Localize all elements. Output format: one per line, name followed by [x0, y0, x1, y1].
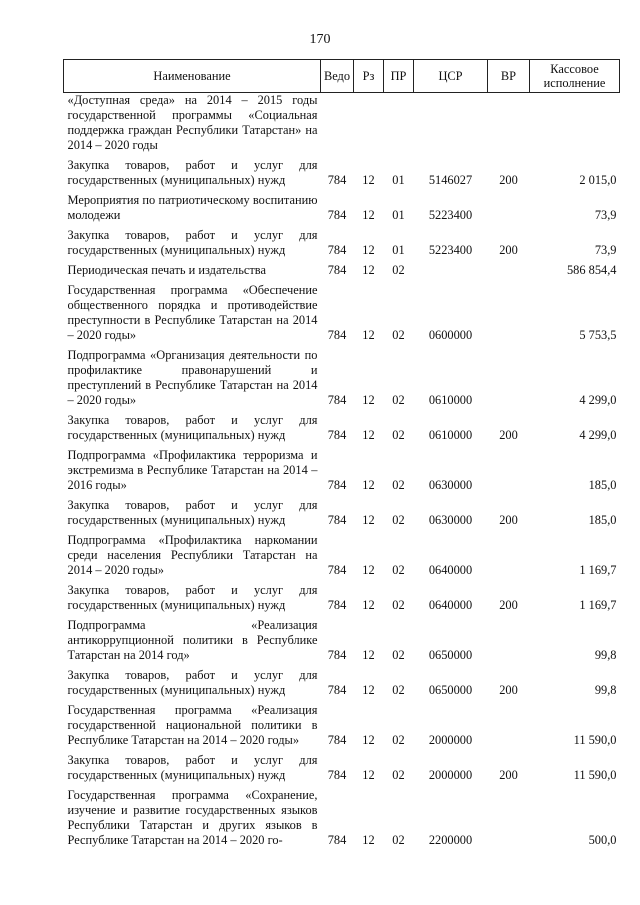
- cell-pr: [384, 93, 414, 159]
- table-row: [64, 283, 620, 348]
- cell-rz: 12: [362, 833, 375, 847]
- cell-rz: 12: [362, 733, 375, 747]
- table-row: [64, 583, 620, 618]
- cell-rz: 12: [362, 478, 375, 492]
- cell-name: Закупка товаров, работ и услуг для государственных (муниципальных) нужд: [67, 583, 318, 612]
- cell-name: Закупка товаров, работ и услуг для государственных (муниципальных) нужд: [67, 668, 318, 697]
- cell-csr: [414, 93, 488, 159]
- cell-pr: 02: [392, 648, 405, 662]
- cell-name: Государственная программа «Сохранение, изучение и развитие государственных языков Республики Татарстан и других языков в Республике Татарстан на 2014 – 2020 го-: [67, 788, 318, 847]
- cell-rz: 12: [362, 513, 375, 527]
- cell-name: Закупка товаров, работ и услуг для государственных (муниципальных) нужд: [67, 498, 318, 527]
- cell-name: Подпрограмма «Профилактика терроризма и экстремизма в Республике Татарстан на 2014 – 2016 годы»: [67, 448, 318, 492]
- cell-rz: 12: [362, 208, 375, 222]
- cell-pr: 02: [392, 428, 405, 442]
- cell-rz: 12: [362, 393, 375, 407]
- cell-rz: [354, 93, 384, 159]
- cell-name: Мероприятия по патриотическому воспитанию молодежи: [67, 193, 318, 222]
- cell-name: Подпрограмма «Профилактика наркомании среди населения Республики Татарстан на 2014 – 2020 годы»: [67, 533, 318, 577]
- cell-amount: 5 753,5: [579, 328, 617, 342]
- cell-amount: 99,8: [594, 683, 617, 697]
- cell-name: Подпрограмма «Реализация антикоррупционной политики в Республике Татарстан на 2014 год»: [67, 618, 318, 662]
- cell-name: Государственная программа «Реализация государственной национальной политики в Республике Татарстан на 2014 – 2020 годы»: [67, 703, 318, 747]
- cell-pr: 02: [392, 478, 405, 492]
- cell-name: Подпрограмма «Организация деятельности по профилактике правонарушений и преступлений в Республике Татарстан на 2014 – 2020 годы»: [67, 348, 318, 407]
- cell-vr: 200: [499, 598, 518, 612]
- cell-csr: 0600000: [428, 328, 473, 342]
- cell-amount: 185,0: [588, 513, 617, 527]
- cell-amount: 11 590,0: [573, 768, 617, 782]
- cell-pr: 01: [392, 208, 405, 222]
- cell-rz: 12: [362, 768, 375, 782]
- cell-csr: [414, 263, 488, 283]
- cell-ved: 784: [327, 173, 347, 187]
- cell-csr: 2000000: [428, 733, 473, 747]
- cell-pr: 02: [392, 513, 405, 527]
- cell-ved: 784: [327, 563, 347, 577]
- table-row: [64, 533, 620, 583]
- cell-amount: 99,8: [594, 648, 617, 662]
- header-vr: ВР: [488, 60, 530, 93]
- table-row: [64, 668, 620, 703]
- cell-name: «Доступная среда» на 2014 – 2015 годы государственной программы «Социальная поддержка граждан Республики Татарстан» на 2014 – 2020 годы: [67, 93, 318, 152]
- cell-vr: [488, 283, 530, 348]
- cell-vr: [488, 618, 530, 668]
- table-body: [64, 93, 620, 854]
- table-row: [64, 93, 620, 159]
- header-amount: Кассовое исполнение: [530, 60, 620, 93]
- cell-vr: 200: [499, 513, 518, 527]
- table-row: [64, 413, 620, 448]
- cell-vr: [488, 703, 530, 753]
- table-row: [64, 498, 620, 533]
- page-number: 170: [309, 32, 331, 47]
- header-pr: ПР: [384, 60, 414, 93]
- cell-ved: 784: [327, 733, 347, 747]
- cell-amount: 1 169,7: [579, 563, 617, 577]
- cell-vr: [488, 788, 530, 853]
- cell-rz: 12: [362, 243, 375, 257]
- cell-vr: [488, 348, 530, 413]
- cell-amount: [530, 93, 620, 159]
- cell-pr: 02: [392, 598, 405, 612]
- cell-name: Закупка товаров, работ и услуг для государственных (муниципальных) нужд: [67, 413, 318, 442]
- cell-pr: 02: [392, 393, 405, 407]
- cell-vr: [488, 533, 530, 583]
- cell-amount: 586 854,4: [566, 263, 617, 277]
- cell-vr: 200: [499, 768, 518, 782]
- header-rz: Рз: [354, 60, 384, 93]
- cell-ved: 784: [327, 768, 347, 782]
- cell-ved: 784: [327, 243, 347, 257]
- cell-ved: 784: [327, 598, 347, 612]
- header-row: [64, 60, 620, 93]
- cell-ved: 784: [327, 833, 347, 847]
- cell-name: Закупка товаров, работ и услуг для государственных (муниципальных) нужд: [67, 228, 318, 257]
- cell-ved: 784: [327, 513, 347, 527]
- cell-vr: 200: [499, 173, 518, 187]
- cell-rz: 12: [362, 598, 375, 612]
- cell-pr: 01: [392, 173, 405, 187]
- cell-ved: 784: [327, 478, 347, 492]
- cell-pr: 01: [392, 243, 405, 257]
- table-row: [64, 193, 620, 228]
- table-row: [64, 448, 620, 498]
- header-csr: ЦСР: [414, 60, 488, 93]
- cell-rz: 12: [362, 428, 375, 442]
- cell-pr: 02: [392, 733, 405, 747]
- cell-csr: 5146027: [428, 173, 473, 187]
- cell-csr: 5223400: [428, 243, 473, 257]
- cell-csr: 0630000: [428, 513, 473, 527]
- cell-csr: 0650000: [428, 683, 473, 697]
- cell-pr: 02: [392, 683, 405, 697]
- cell-rz: 12: [362, 683, 375, 697]
- cell-amount: 2 015,0: [579, 173, 617, 187]
- header-ved: Ведо: [321, 60, 354, 93]
- cell-csr: 5223400: [428, 208, 473, 222]
- cell-ved: 784: [327, 683, 347, 697]
- cell-vr: [488, 193, 530, 228]
- cell-amount: 1 169,7: [579, 598, 617, 612]
- cell-amount: 11 590,0: [573, 733, 617, 747]
- budget-table: [63, 59, 620, 853]
- cell-vr: [488, 448, 530, 498]
- cell-csr: 2200000: [428, 833, 473, 847]
- table-header: [64, 60, 620, 93]
- cell-csr: 0610000: [428, 428, 473, 442]
- cell-vr: [488, 263, 530, 283]
- table-row: [64, 158, 620, 193]
- cell-pr: 02: [392, 328, 405, 342]
- table-row: [64, 703, 620, 753]
- cell-ved: 784: [327, 263, 347, 277]
- cell-amount: 185,0: [588, 478, 617, 492]
- cell-amount: 4 299,0: [579, 393, 617, 407]
- table-row: [64, 348, 620, 413]
- cell-pr: 02: [392, 263, 405, 277]
- cell-pr: 02: [392, 768, 405, 782]
- table-row: [64, 228, 620, 263]
- table-row: [64, 263, 620, 283]
- cell-rz: 12: [362, 648, 375, 662]
- cell-pr: 02: [392, 833, 405, 847]
- cell-amount: 73,9: [594, 243, 617, 257]
- cell-ved: 784: [327, 393, 347, 407]
- cell-vr: [488, 93, 530, 159]
- cell-rz: 12: [362, 563, 375, 577]
- cell-rz: 12: [362, 173, 375, 187]
- cell-rz: 12: [362, 328, 375, 342]
- cell-csr: 0630000: [428, 478, 473, 492]
- cell-name: Закупка товаров, работ и услуг для государственных (муниципальных) нужд: [67, 158, 318, 187]
- cell-ved: 784: [327, 648, 347, 662]
- cell-csr: 0640000: [428, 563, 473, 577]
- cell-amount: 4 299,0: [579, 428, 617, 442]
- table-row: [64, 618, 620, 668]
- cell-name: Закупка товаров, работ и услуг для государственных (муниципальных) нужд: [67, 753, 318, 782]
- cell-rz: 12: [362, 263, 375, 277]
- cell-ved: 784: [327, 428, 347, 442]
- header-name: Наименование: [64, 60, 321, 93]
- cell-vr: 200: [499, 683, 518, 697]
- cell-vr: 200: [499, 243, 518, 257]
- cell-csr: 0610000: [428, 393, 473, 407]
- cell-amount: 73,9: [594, 208, 617, 222]
- cell-csr: 2000000: [428, 768, 473, 782]
- table-row: [64, 788, 620, 853]
- cell-ved: 784: [327, 208, 347, 222]
- cell-ved: [321, 93, 354, 159]
- cell-vr: 200: [499, 428, 518, 442]
- cell-name: Периодическая печать и издательства: [67, 263, 266, 277]
- cell-ved: 784: [327, 328, 347, 342]
- cell-amount: 500,0: [588, 833, 617, 847]
- cell-csr: 0640000: [428, 598, 473, 612]
- cell-csr: 0650000: [428, 648, 473, 662]
- cell-pr: 02: [392, 563, 405, 577]
- table-row: [64, 753, 620, 788]
- cell-name: Государственная программа «Обеспечение общественного порядка и противодействие преступности в Республике Татарстан на 2014 – 2020 годы»: [67, 283, 318, 342]
